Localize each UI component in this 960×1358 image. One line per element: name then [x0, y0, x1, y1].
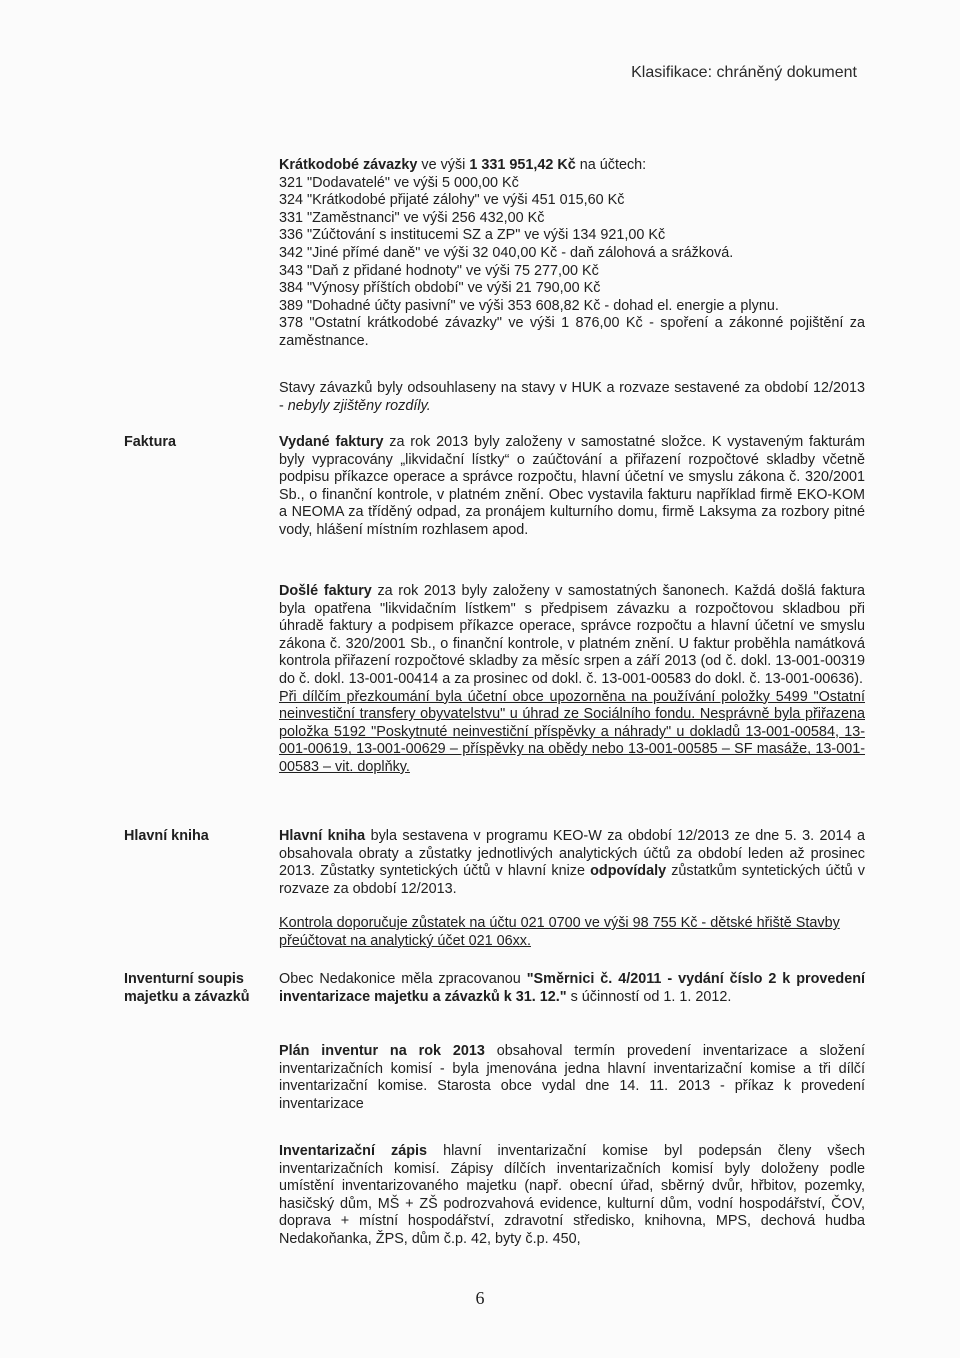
- reconciliation-result: nebyly zjištěny rozdíly.: [287, 397, 431, 414]
- account-line: 336 "Zúčtování s institucemi SZ a ZP" ve výši 134 921,00 Kč: [279, 227, 666, 244]
- page-number: 6: [475, 1288, 485, 1308]
- ledger-heading: Hlavní kniha: [279, 828, 366, 844]
- received-invoices-heading: Došlé faktury: [279, 583, 372, 599]
- inventory-record-paragraph: Inventarizační zápis hlavní inventarizační komise byl podepsán členy všech inventarizačních komisí. Zápisy dílčích inventarizačních komisí byly doloženy podle umístění inventarizovaného majetku (např. obecní úřad, sběrný dvůr, hřbitov, pozemky, hasičský dům, MŠ + ZŠ podrozvahová evidence, kulturní dům, vodní hospodářství, ČOV, doprava + místní hospodářství, zdravotní středisko, knihovna, MPS, dechová hudba Nedakoňanka, ŽPS, dům č.p. 42, byty č.p. 450,: [279, 1143, 866, 1247]
- account-line: 324 "Krátkodobé přijaté zálohy" ve výši 451 015,60 Kč: [279, 192, 625, 209]
- classification-label: Klasifikace: chráněný dokument: [631, 64, 857, 81]
- account-line: 331 "Zaměstnanci" ve výši 256 432,00 Kč: [279, 209, 545, 226]
- liabilities-section: [279, 157, 865, 351]
- liabilities-intro: Krátkodobé závazky ve výši 1 331 951,42 Kč na účtech:: [279, 157, 647, 173]
- ledger-paragraph: Hlavní kniha byla sestavena v programu KEO-W za období 12/2013 ze dne 5. 3. 2014 a obsahovala obraty a zůstatky jednotlivých analytických účtů za období leden až prosinec 2013. Zůstatky syntetických účtů v hlavní knize odpovídaly zůstatkům syntetických účtů v rozvaze za období 12/2013.: [279, 828, 865, 897]
- account-line: 384 "Výnosy příštích období" ve výši 21 790,00 Kč: [279, 280, 601, 297]
- reconciliation-paragraph: Stavy závazků byly odsouhlaseny na stavy v HUK a rozvaze sestavené za období 12/2013 - nebyly zjištěny rozdíly.: [279, 380, 865, 414]
- account-line: 321 "Dodavatelé" ve výši 5 000,00 Kč: [279, 174, 519, 191]
- inventory-directive: "Směrnici č. 4/2011 - vydání číslo 2 k provedení inventarizace majetku a závazků k 31. 12.": [279, 971, 865, 1005]
- section-label-faktura: Faktura: [124, 434, 176, 450]
- ledger-recommendation: Kontrola doporučuje zůstatek na účtu 021 0700 ve výši 98 755 Kč - dětské hřiště Stavby přeúčtovat na analytický účet 021 06xx.: [279, 915, 840, 949]
- account-line: 389 "Dohadné účty pasivní" ve výši 353 608,82 Kč - dohad el. energie a plynu.: [279, 297, 779, 314]
- section-label-ledger: Hlavní kniha: [124, 828, 209, 844]
- inventory-record-heading: Inventarizační zápis: [279, 1143, 428, 1159]
- inventory-plan-heading: Plán inventur na rok 2013: [279, 1043, 485, 1059]
- liabilities-heading: Krátkodobé závazky: [279, 157, 418, 173]
- account-line-378: 378 "Ostatní krátkodobé závazky" ve výši 1 876,00 Kč - spoření a zákonné pojištění za zaměstnance.: [279, 315, 865, 349]
- issued-invoices-heading: Vydané faktury: [279, 434, 384, 450]
- issued-invoices-paragraph: Vydané faktury za rok 2013 byly založeny v samostatné složce. K vystaveným fakturám byly vypracovány „likvidační lístky“ o zaúčtování a přiřazení rozpočtové skladby včetně podpisu příkazce operace a správce rozpočtu, hlavní účetní ve smyslu zákona č. 320/2001 Sb., o finanční kontrole, v platném znění. Obec vystavila fakturu například firmě EKO-KOM a NEOMA za tříděný odpad, za pronájem kulturního domu, firmě Laksyma za rozbory pitné vody, hlášení místním rozhlasem apod.: [279, 434, 866, 538]
- inventory-directive-paragraph: Obec Nedakonice měla zpracovanou "Směrnici č. 4/2011 - vydání číslo 2 k provedení inventarizace majetku a závazků k 31. 12." s účinností od 1. 1. 2012.: [279, 971, 865, 1005]
- account-line: 343 "Daň z přidané hodnoty" ve výši 75 277,00 Kč: [279, 262, 599, 279]
- liabilities-total: 1 331 951,42 Kč: [469, 157, 576, 173]
- inventory-plan-paragraph: Plán inventur na rok 2013 obsahoval termín provedení inventarizace a složení inventarizačních komisí - byla jmenována jedna hlavní inventarizační komise a tři dílčí inventarizační komise. Starosta obce vydal dne 14. 11. 2013 - příkaz k provedení inventarizace: [279, 1043, 865, 1112]
- section-label-inventory: Inventurní soupis majetku a závazků: [124, 971, 250, 1005]
- ledger-result: odpovídaly: [590, 863, 667, 880]
- received-invoices-paragraph: Došlé faktury za rok 2013 byly založeny v samostatných šanonech. Každá došlá faktura byla opatřena "likvidačním lístkem" s předpisem závazku a rozpočtovou skladbou při úhradě faktury a podpisem příkazce operace, správce rozpočtu a hlavní účetní ve smyslu zákona č. 320/2001 Sb., o finanční kontrole, v platném znění. U faktur proběhla namátková kontrola přiřazení rozpočtové skladby za měsíc srpen a září 2013 (od č. dokl. 13-001-00319 do č. dokl. 13-001-00414 a za prosinec od dokl. č. 13-001-00583 do dokl. č. 13-001-00636). Při dílčím přezkoumání byla účetní obce upozorněna na používání položky 5499 "Ostatní neinvestiční transfery obyvatelstvu" u úhrad ze Sociálního fondu. Nesprávně byla přiřazena položka 5192 "Poskytnuté neinvestiční příspěvky a náhrady" u dokladů 13-001-00584, 13-001-00619, 13-001-00629 – příspěvky na obědy nebo 13-001-00585 – SF masáže, 13-001-00583 – vit. doplňky.: [279, 583, 865, 775]
- account-line: 342 "Jiné přímé daně" ve výši 32 040,00 Kč - daň zálohová a srážková.: [279, 244, 734, 261]
- invoice-finding: Při dílčím přezkoumání byla účetní obce upozorněna na používání položky 5499 "Ostatní neinvestiční transfery obyvatelstvu" u úhrad ze Sociálního fondu. Nesprávně byla přiřazena položka 5192 "Poskytnuté neinvestiční příspěvky a náhrady" u dokladů 13-001-00584, 13-001-00619, 13-001-00629 – příspěvky na obědy nebo 13-001-00585 – SF masáže, 13-001-00583 – vit. doplňky.: [279, 688, 865, 775]
